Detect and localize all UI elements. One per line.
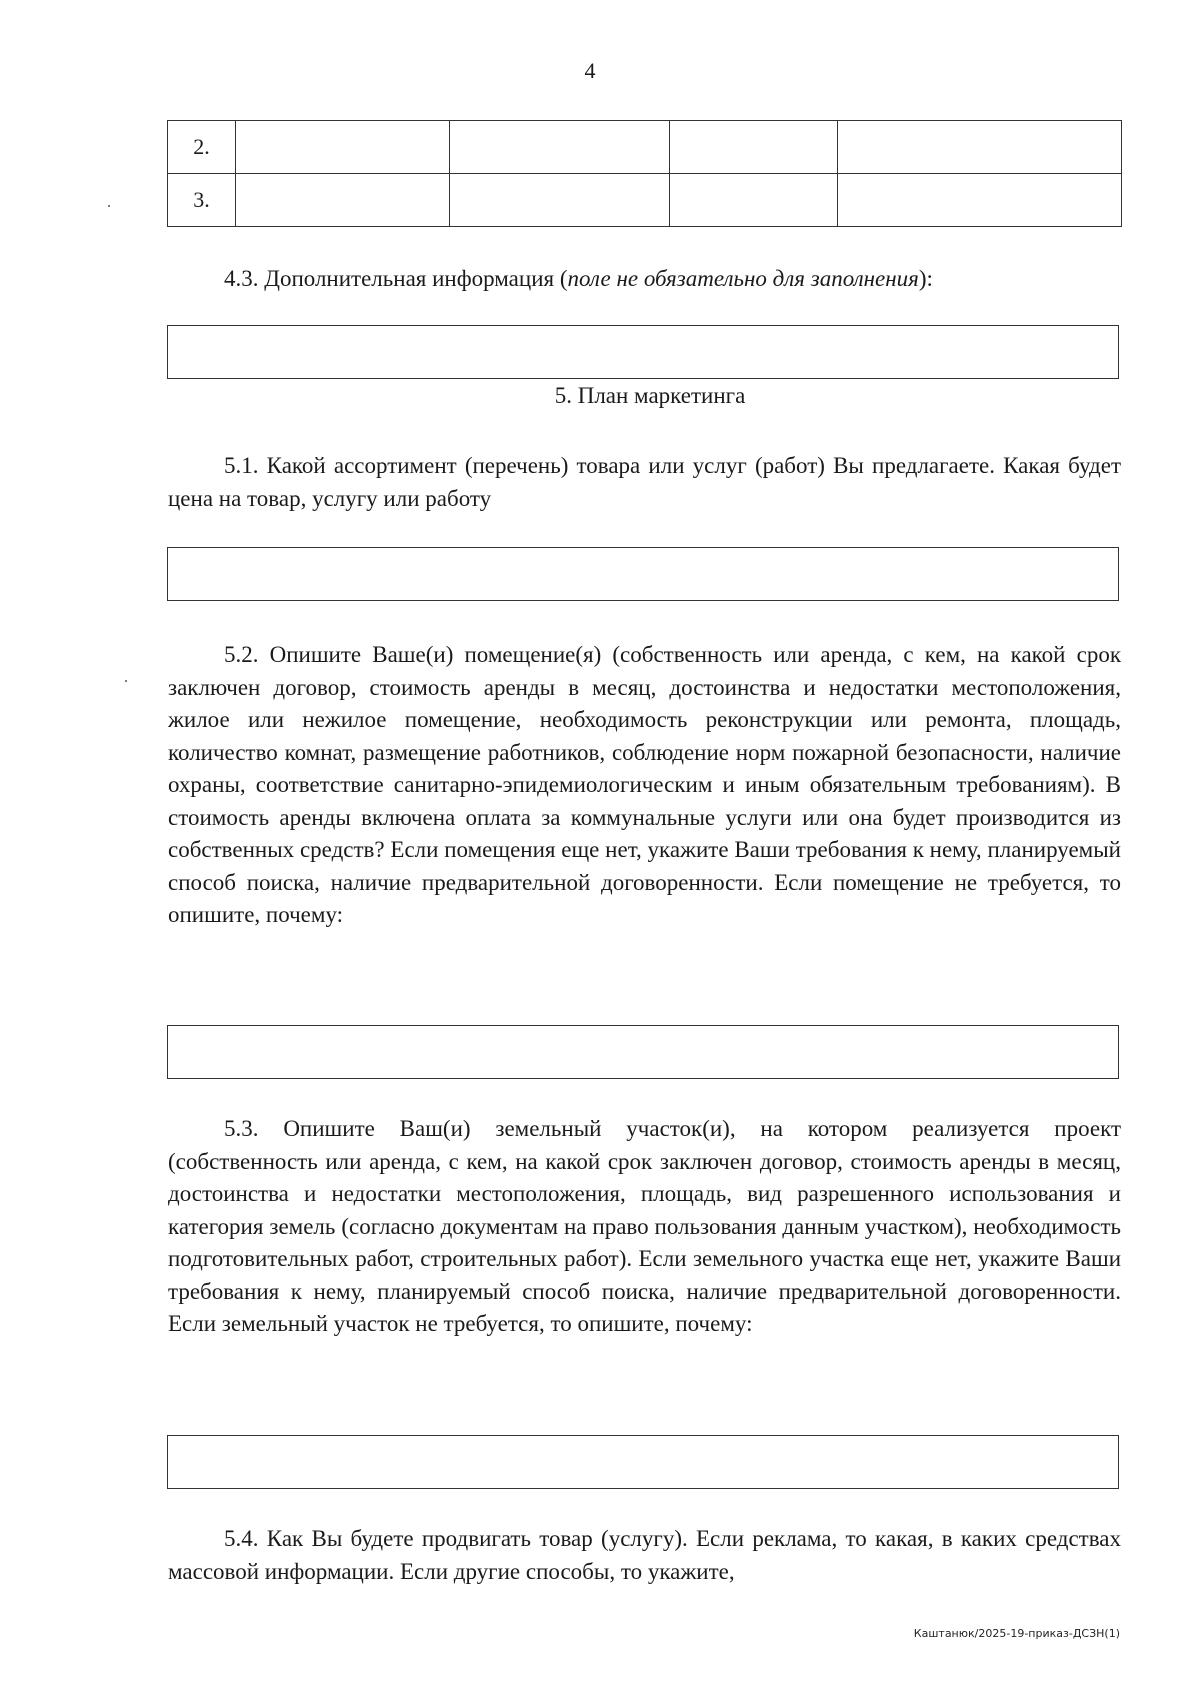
assortment-field[interactable] bbox=[167, 547, 1119, 601]
table-row bbox=[168, 121, 1122, 174]
table-row bbox=[168, 174, 1122, 227]
section-5-1-text bbox=[168, 450, 1121, 515]
document-code: Каштанюк/2025-19-приказ-ДСЗН(1) bbox=[913, 1627, 1120, 1640]
table-cell[interactable] bbox=[670, 174, 838, 227]
table-cell[interactable] bbox=[670, 121, 838, 174]
scan-speck bbox=[125, 680, 127, 682]
land-plot-field[interactable] bbox=[167, 1435, 1119, 1489]
section-4-3-tail: ): bbox=[918, 266, 933, 291]
table-cell[interactable] bbox=[838, 174, 1122, 227]
section-5-title: 5. План маркетинга bbox=[554, 383, 746, 408]
section-5-2-text bbox=[168, 639, 1121, 932]
table-cell[interactable] bbox=[236, 174, 450, 227]
section-5-3-body: 5.3. Опишите Ваш(и) земельный участок(и), на котором реализуется проект (собственность или аренда, с кем, на какой срок заключен договор, стоимость аренды в месяц, достоинства и недостатки местоположения, площадь, вид разрешенного использования и категория земель (согласно документам на право пользования данным участком), необходимость подготовительных работ, строительных работ). Если земельного участка еще нет, укажите Ваши требования к нему, планируемый способ поиска, наличие предварительной договоренности. Если земельный участок не требуется, то опишите, почему: bbox=[168, 1116, 1121, 1336]
section-5-3-text bbox=[168, 1113, 1121, 1341]
scan-speck bbox=[108, 205, 110, 207]
section-4-3-note: поле не обязательно для заполнения bbox=[567, 266, 919, 291]
table-cell[interactable] bbox=[450, 121, 670, 174]
table-cell[interactable] bbox=[450, 174, 670, 227]
page-number: 4 bbox=[584, 58, 596, 83]
table-cell[interactable] bbox=[236, 121, 450, 174]
section-4-3-heading bbox=[168, 263, 1121, 296]
row-number-cell: 2. bbox=[168, 121, 236, 174]
row-number-cell: 3. bbox=[168, 174, 236, 227]
section-5-4-body: 5.4. Как Вы будете продвигать товар (услугу). Если реклама, то какая, в каких средствах массовой информации. Если другие способы, то укажите, bbox=[168, 1526, 1121, 1584]
section-5-1-body: 5.1. Какой ассортимент (перечень) товара или услуг (работ) Вы предлагаете. Какая будет цена на товар, услугу или работу bbox=[168, 453, 1121, 511]
continuation-table bbox=[167, 120, 1122, 227]
additional-info-field[interactable] bbox=[167, 325, 1119, 379]
section-4-3-label: 4.3. Дополнительная информация ( bbox=[224, 266, 568, 291]
section-5-4-text bbox=[168, 1523, 1121, 1588]
table-cell[interactable] bbox=[838, 121, 1122, 174]
premises-field[interactable] bbox=[167, 1025, 1119, 1079]
section-5-2-body: 5.2. Опишите Ваше(и) помещение(я) (собственность или аренда, с кем, на какой срок заключен договор, стоимость аренды в месяц, достоинства и недостатки местоположения, жилое или нежилое помещение, необходимость реконструкции или ремонта, площадь, количество комнат, размещение работников, соблюдение норм пожарной безопасности, наличие охраны, соответствие санитарно-эпидемиологическим и иным обязательным требованиям). В стоимость аренды включена оплата за коммунальные услуги или она будет производится из собственных средств? Если помещения еще нет, укажите Ваши требования к нему, планируемый способ поиска, наличие предварительной договоренности. Если помещение не требуется, то опишите, почему: bbox=[168, 642, 1121, 927]
